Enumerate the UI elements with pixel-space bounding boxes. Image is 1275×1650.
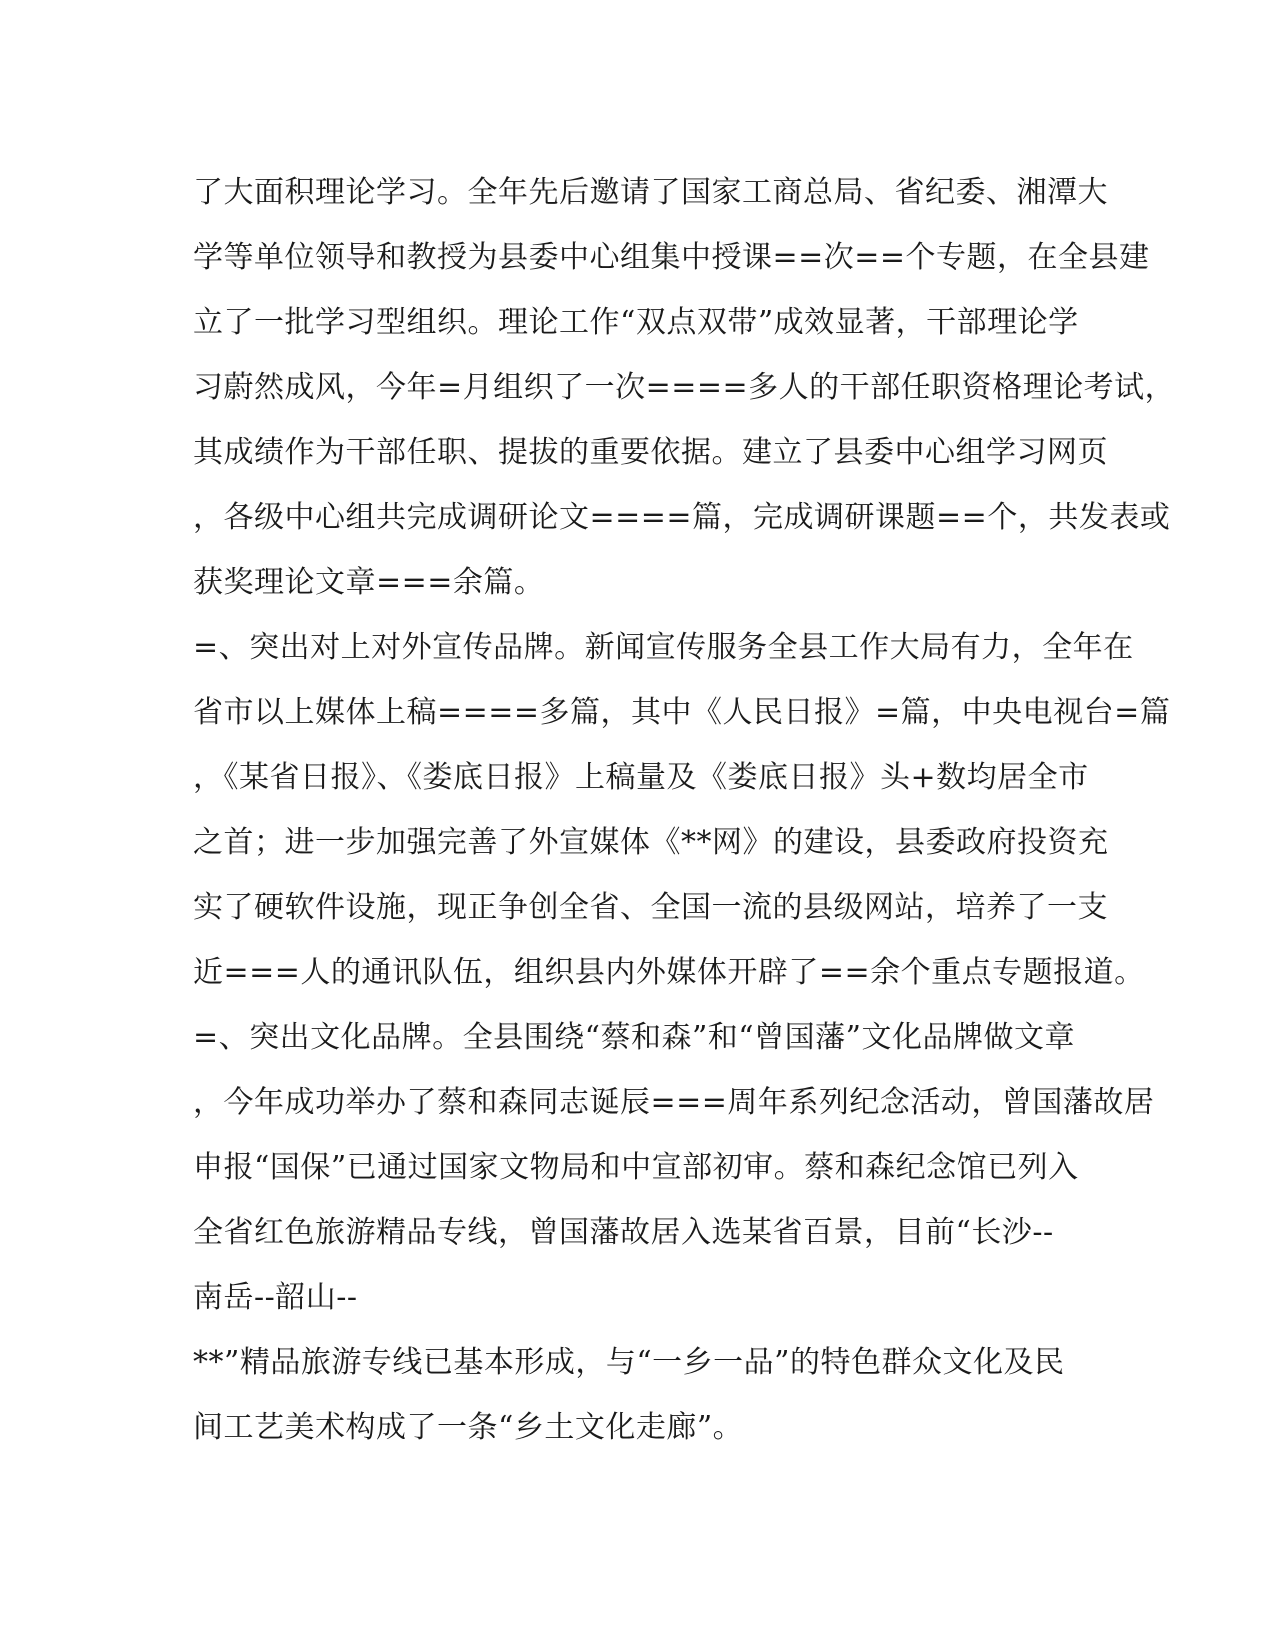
text-line: 获奖理论文章===余篇。	[193, 565, 545, 600]
text-line: =、突出文化品牌。全县围绕“蔡和森”和“曾国藩”文化品牌做文章	[193, 1020, 1075, 1055]
text-line: ，今年成功举办了蔡和森同志诞辰===周年系列纪念活动，曾国藩故居	[193, 1085, 1155, 1120]
text-line: ，《某省日报》、《娄底日报》上稿量及《娄底日报》头+数均居全市	[193, 760, 1089, 795]
text-line: 实了硬软件设施，现正争创全省、全国一流的县级网站，培养了一支	[193, 890, 1108, 925]
text-line: 习蔚然成风，今年=月组织了一次====多人的干部任职资格理论考试，	[193, 370, 1176, 405]
text-line: =、突出对上对外宣传品牌。新闻宣传服务全县工作大局有力，全年在	[193, 630, 1134, 665]
text-line: 其成绩作为干部任职、提拔的重要依据。建立了县委中心组学习网页	[193, 435, 1108, 470]
text-line: 立了一批学习型组织。理论工作“双点双带”成效显著，干部理论学	[193, 305, 1079, 340]
text-line: 全省红色旅游精品专线，曾国藩故居入选某省百景，目前“长沙--	[193, 1215, 1054, 1250]
text-line: 学等单位领导和教授为县委中心组集中授课==次==个专题，在全县建	[193, 240, 1150, 275]
text-line: 间工艺美术构成了一条“乡土文化走廊”。	[193, 1410, 744, 1445]
text-line: 了大面积理论学习。全年先后邀请了国家工商总局、省纪委、湘潭大	[193, 175, 1108, 210]
text-line: 南岳--韶山--	[193, 1280, 358, 1315]
text-line: 省市以上媒体上稿====多篇，其中《人民日报》=篇，中央电视台=篇	[193, 695, 1171, 730]
text-line: 申报“国保”已通过国家文物局和中宣部初审。蔡和森纪念馆已列入	[193, 1150, 1079, 1185]
text-line: **”精品旅游专线已基本形成，与“一乡一品”的特色群众文化及民	[193, 1345, 1065, 1380]
text-line: ，各级中心组共完成调研论文====篇，完成调研课题==个，共发表或	[193, 500, 1171, 535]
text-line: 之首；进一步加强完善了外宣媒体《**网》的建设，县委政府投资充	[193, 825, 1109, 860]
body-text	[193, 160, 1176, 1460]
text-line: 近===人的通讯队伍，组织县内外媒体开辟了==余个重点专题报道。	[193, 955, 1145, 990]
